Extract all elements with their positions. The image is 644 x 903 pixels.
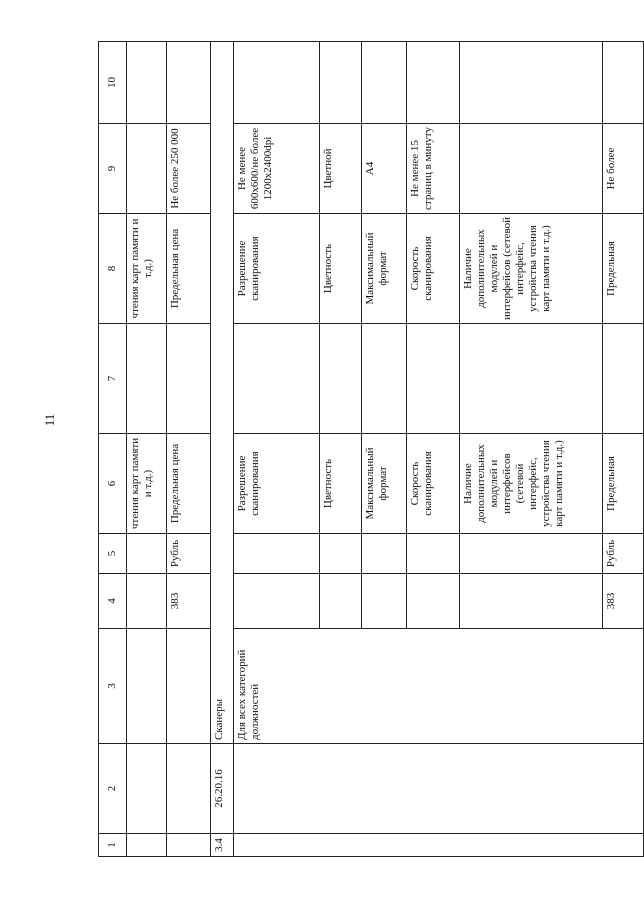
position-category: Для всех категорий должностей xyxy=(234,629,644,744)
table-cell xyxy=(407,574,460,629)
table-cell: Максимальный формат xyxy=(362,434,407,534)
table-cell xyxy=(167,744,211,834)
header-row xyxy=(99,42,127,857)
table-cell xyxy=(234,834,644,857)
table-cell: Не менее 600х600/не более 1200х2400dpi xyxy=(234,124,320,214)
specification-table xyxy=(98,41,644,857)
header-cell: 9 xyxy=(99,124,127,214)
table-cell: Скорость сканирования xyxy=(407,214,460,324)
table-cell xyxy=(167,324,211,434)
table-cell xyxy=(603,42,644,124)
table-cell: Не более 250 000 xyxy=(167,124,211,214)
table-cell: Максимальный формат xyxy=(362,214,407,324)
table-cell: Рубль xyxy=(167,534,211,574)
table-cell: Предельная цена xyxy=(167,214,211,324)
table-cell: Не более xyxy=(603,124,644,214)
table-cell: Цветной xyxy=(320,124,362,214)
table-cell xyxy=(127,42,167,124)
rotated-table-frame xyxy=(98,42,617,857)
header-cell: 3 xyxy=(99,629,127,744)
table-cell: Скорость сканирования xyxy=(407,434,460,534)
table-cell xyxy=(320,534,362,574)
section-title: Сканеры xyxy=(211,42,234,744)
table-cell xyxy=(320,42,362,124)
table-cell xyxy=(362,574,407,629)
header-cell: 4 xyxy=(99,574,127,629)
table-cell: Разрешение сканирования xyxy=(234,214,320,324)
header-cell: 6 xyxy=(99,434,127,534)
table-cell xyxy=(362,42,407,124)
table-cell xyxy=(460,124,603,214)
table-cell xyxy=(234,744,644,834)
table-cell: Предельная цена xyxy=(167,434,211,534)
table-cell xyxy=(407,42,460,124)
section-row xyxy=(211,42,234,857)
header-cell: 2 xyxy=(99,744,127,834)
table-cell: чтения карт памяти и т.д.) xyxy=(127,434,167,534)
table-cell: Рубль xyxy=(603,534,644,574)
header-cell: 10 xyxy=(99,42,127,124)
page-number: 11 xyxy=(42,413,57,427)
table-cell xyxy=(362,324,407,434)
table-cell xyxy=(603,324,644,434)
table-cell: Предельная xyxy=(603,434,644,534)
okpd-code: 26.20.16 xyxy=(211,744,234,834)
header-cell: 7 xyxy=(99,324,127,434)
table-cell xyxy=(127,534,167,574)
table-cell xyxy=(460,42,603,124)
table-cell: Цветность xyxy=(320,214,362,324)
rotated-table xyxy=(98,42,617,857)
table-cell: Наличие дополнительных модулей и интерфейсов (сетевой интерфейс, устройства чтения карт памяти и т.д.) xyxy=(460,214,603,324)
table-cell xyxy=(127,324,167,434)
table-cell: 383 xyxy=(167,574,211,629)
table-cell xyxy=(362,534,407,574)
table-cell: чтения карт памяти и т.д.) xyxy=(127,214,167,324)
table-cell xyxy=(127,124,167,214)
table-cell: Цветность xyxy=(320,434,362,534)
table-cell xyxy=(127,834,167,857)
table-cell xyxy=(234,42,320,124)
table-cell xyxy=(320,574,362,629)
table-cell xyxy=(234,574,320,629)
table-cell xyxy=(167,629,211,744)
table-cell: Разрешение сканирования xyxy=(234,434,320,534)
table-cell: А4 xyxy=(362,124,407,214)
header-cell: 8 xyxy=(99,214,127,324)
table-row xyxy=(127,42,167,857)
table-cell xyxy=(234,534,320,574)
table-cell: 383 xyxy=(603,574,644,629)
table-cell xyxy=(167,834,211,857)
section-number: 3.4 xyxy=(211,834,234,857)
table-cell xyxy=(407,534,460,574)
header-cell: 5 xyxy=(99,534,127,574)
table-cell: Не менее 15 страниц в минуту xyxy=(407,124,460,214)
table-cell xyxy=(460,534,603,574)
table-cell xyxy=(234,324,320,434)
table-cell xyxy=(460,574,603,629)
table-row xyxy=(234,42,320,857)
header-cell: 1 xyxy=(99,834,127,857)
table-cell xyxy=(407,324,460,434)
table-cell xyxy=(167,42,211,124)
table-row xyxy=(167,42,211,857)
table-cell xyxy=(127,574,167,629)
table-cell: Предельная xyxy=(603,214,644,324)
table-cell xyxy=(320,324,362,434)
table-cell xyxy=(127,744,167,834)
table-cell: Наличие дополнительных модулей и интерфейсов (сетевой интерфейс, устройства чтения карт памяти и т.д.) xyxy=(460,434,603,534)
table-cell xyxy=(460,324,603,434)
table-cell xyxy=(127,629,167,744)
